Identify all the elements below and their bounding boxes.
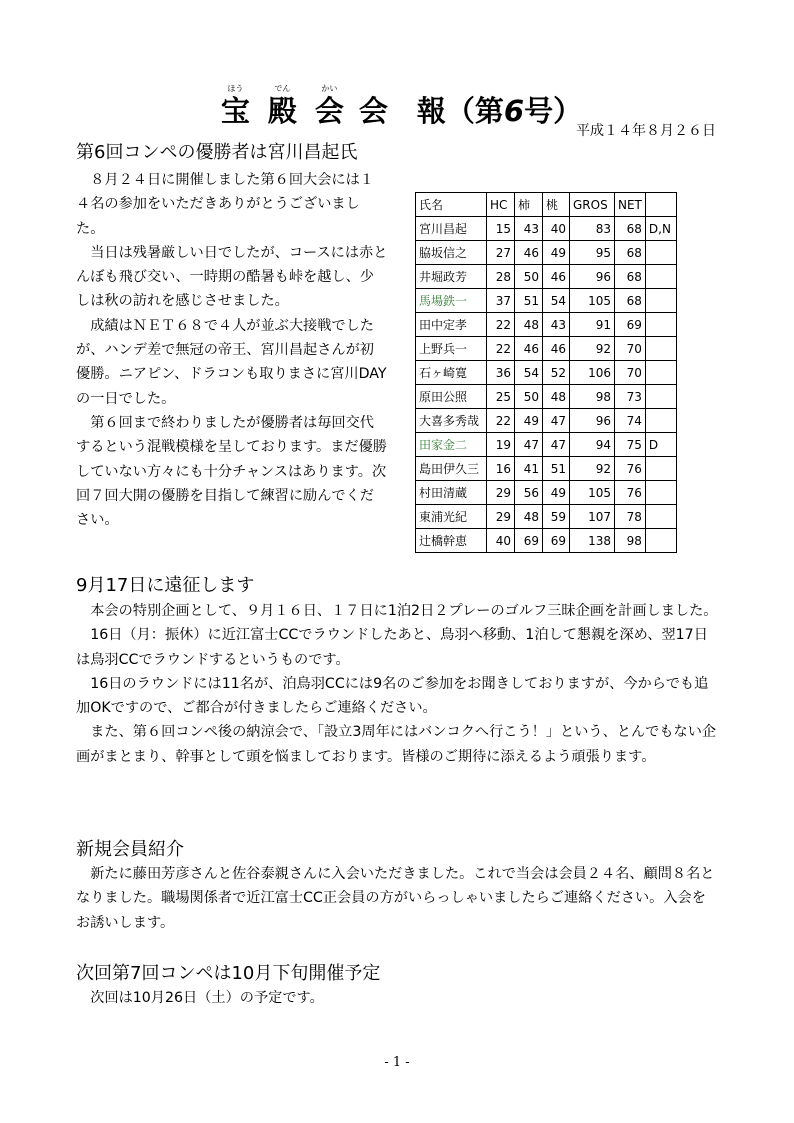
cell-note — [645, 385, 676, 409]
title-rest-b: 号） — [524, 94, 583, 128]
cell-kaki: 41 — [515, 457, 543, 481]
cell-hc: 16 — [487, 457, 515, 481]
title-base: 宝 — [220, 94, 250, 128]
section1-paragraph: 当日は残暑厳しい日でしたが、コースには赤とんぼも飛び交い、一時期の酷暑も峠を越し、少しは秋の訪れを感じさせました。 — [76, 244, 388, 310]
section2-paragraph: また、第６回コンペ後の納涼会で、「設立3周年にはバンコクへ行こう！」という、とんでもない企画がまとまり、幹事として頭を悩ましております。皆様のご期待に添えるよう頑張ります。 — [76, 724, 717, 765]
cell-note — [645, 241, 676, 265]
cell-kaki: 47 — [515, 433, 543, 457]
table-row — [416, 505, 677, 529]
cell-kaki: 48 — [515, 313, 543, 337]
table-row — [416, 265, 677, 289]
cell-hc: 29 — [487, 481, 515, 505]
title-base: 殿 — [267, 94, 297, 128]
cell-note — [645, 409, 676, 433]
cell-note — [645, 265, 676, 289]
issue-date: 平成１４年８月２６日 — [576, 123, 716, 139]
cell-momo: 46 — [543, 337, 570, 361]
table-row — [416, 433, 677, 457]
cell-hc: 40 — [487, 529, 515, 553]
header-net: NET — [615, 193, 646, 217]
cell-net: 68 — [615, 289, 646, 313]
cell-net: 78 — [615, 505, 646, 529]
cell-momo: 52 — [543, 361, 570, 385]
cell-name: 島田伊久三 — [416, 457, 487, 481]
table-row — [416, 457, 677, 481]
cell-hc: 19 — [487, 433, 515, 457]
section1-paragraph: 成績はＮＥＴ６８で４人が並ぶ大接戦でしたが、ハンデ差で無冠の帝王、宮川昌起さんが初優勝。ニアピン、ドラコンも取りまさに宮川DAYの一日でした。 — [76, 317, 387, 407]
title-char — [221, 84, 250, 128]
issue-number: 6 — [503, 94, 525, 128]
cell-momo: 40 — [543, 217, 570, 241]
cell-kaki: 56 — [515, 481, 543, 505]
header-kaki: 柿 — [515, 193, 543, 217]
cell-name: 石ヶ崎寛 — [416, 361, 487, 385]
cell-hc: 22 — [487, 313, 515, 337]
title-ruby: ほう — [227, 84, 244, 93]
cell-note: D — [645, 433, 676, 457]
section3-heading: 新規会員紹介 — [76, 839, 184, 860]
cell-note — [645, 361, 676, 385]
cell-kaki: 48 — [515, 505, 543, 529]
section1-heading: 第6回コンペの優勝者は宮川昌起氏 — [76, 142, 358, 163]
cell-gros: 96 — [570, 409, 615, 433]
cell-name: 村田清蔵 — [416, 481, 487, 505]
cell-net: 68 — [615, 217, 646, 241]
cell-momo: 54 — [543, 289, 570, 313]
cell-name: 田中定孝 — [416, 313, 487, 337]
cell-name: 辻橋幹恵 — [416, 529, 487, 553]
title-ruby: でん — [274, 84, 291, 93]
table-row — [416, 385, 677, 409]
table-row — [416, 337, 677, 361]
cell-kaki: 43 — [515, 217, 543, 241]
cell-momo: 47 — [543, 409, 570, 433]
section4-body — [76, 986, 720, 1010]
cell-hc: 29 — [487, 505, 515, 529]
section2-paragraph: 本会の特別企画として、９月１６日、１７日に1泊2日２プレーのゴルフ三昧企画を計画しました。 — [90, 603, 718, 619]
cell-momo: 59 — [543, 505, 570, 529]
header-gros: GROS — [570, 193, 615, 217]
cell-note — [645, 289, 676, 313]
cell-kaki: 51 — [515, 289, 543, 313]
cell-net: 74 — [615, 409, 646, 433]
table-row — [416, 289, 677, 313]
section2-heading: 9月17日に遠征します — [76, 575, 255, 596]
cell-momo: 49 — [543, 481, 570, 505]
cell-kaki: 50 — [515, 265, 543, 289]
cell-net: 68 — [615, 241, 646, 265]
cell-gros: 105 — [570, 481, 615, 505]
table-header-row — [416, 193, 677, 217]
title-char — [315, 84, 344, 128]
cell-gros: 83 — [570, 217, 615, 241]
table-row — [416, 529, 677, 553]
cell-note — [645, 481, 676, 505]
table-row — [416, 481, 677, 505]
cell-note — [645, 505, 676, 529]
cell-hc: 15 — [487, 217, 515, 241]
table-row — [416, 409, 677, 433]
cell-gros: 96 — [570, 265, 615, 289]
cell-momo: 49 — [543, 241, 570, 265]
cell-hc: 22 — [487, 409, 515, 433]
cell-gros: 105 — [570, 289, 615, 313]
table-row — [416, 313, 677, 337]
cell-net: 76 — [615, 457, 646, 481]
cell-net: 73 — [615, 385, 646, 409]
cell-name: 原田公照 — [416, 385, 487, 409]
cell-gros: 91 — [570, 313, 615, 337]
table-row — [416, 361, 677, 385]
cell-momo: 48 — [543, 385, 570, 409]
cell-net: 76 — [615, 481, 646, 505]
cell-gros: 106 — [570, 361, 615, 385]
cell-name: 田家金二 — [416, 433, 487, 457]
section3-body — [76, 862, 720, 935]
title-ruby: かい — [321, 84, 338, 93]
cell-gros: 92 — [570, 457, 615, 481]
cell-kaki: 69 — [515, 529, 543, 553]
header-hc: HC — [487, 193, 515, 217]
section1-paragraph: 第６回まで終わりましたが優勝者は毎回交代するという混戦模様を呈しております。まだ優勝していない方々にも十分チャンスはあります。次回７回大開の優勝を目指して練習に励んでください。 — [76, 414, 387, 529]
cell-net: 69 — [615, 313, 646, 337]
header-momo: 桃 — [543, 193, 570, 217]
cell-momo: 47 — [543, 433, 570, 457]
cell-gros: 107 — [570, 505, 615, 529]
section2-paragraph: 16日のラウンドには11名が、泊鳥羽CCには9名のご参加をお聞きしておりますが、今からでも追加OKですので、ご都合が付きましたらご連絡ください。 — [76, 675, 709, 717]
cell-net: 75 — [615, 433, 646, 457]
title-rest — [359, 94, 582, 128]
cell-name: 大喜多秀哉 — [416, 409, 487, 433]
cell-note — [645, 313, 676, 337]
cell-momo: 69 — [543, 529, 570, 553]
cell-note — [645, 337, 676, 361]
cell-note — [645, 529, 676, 553]
cell-gros: 95 — [570, 241, 615, 265]
cell-net: 98 — [615, 529, 646, 553]
cell-kaki: 46 — [515, 337, 543, 361]
section1-paragraph: ８月２４日に開催しました第６回大会には１４名の参加をいただきありがとうございました。 — [76, 172, 374, 237]
title-base: 会 — [314, 94, 344, 128]
results-table — [415, 192, 677, 553]
cell-gros: 98 — [570, 385, 615, 409]
cell-net: 70 — [615, 361, 646, 385]
cell-name: 馬場鉄一 — [416, 289, 487, 313]
title-char — [268, 84, 297, 128]
cell-name: 井堀政芳 — [416, 265, 487, 289]
cell-hc: 27 — [487, 241, 515, 265]
cell-kaki: 54 — [515, 361, 543, 385]
cell-name: 宮川昌起 — [416, 217, 487, 241]
cell-name: 脇坂信之 — [416, 241, 487, 265]
cell-momo: 51 — [543, 457, 570, 481]
section2-body — [76, 599, 720, 769]
cell-net: 70 — [615, 337, 646, 361]
cell-hc: 22 — [487, 337, 515, 361]
table-row — [416, 217, 677, 241]
cell-hc: 37 — [487, 289, 515, 313]
cell-kaki: 50 — [515, 385, 543, 409]
cell-note — [645, 457, 676, 481]
cell-gros: 138 — [570, 529, 615, 553]
section4-paragraph: 次回は10月26日（土）の予定です。 — [90, 990, 324, 1006]
cell-kaki: 46 — [515, 241, 543, 265]
section2-paragraph: 16日（月：振休）に近江富士CCでラウンドしたあと、鳥羽へ移動、1泊して懇親を深め、翌17日は鳥羽CCでラウンドするというものです。 — [76, 627, 708, 668]
header-name: 氏名 — [416, 193, 487, 217]
header-note — [645, 193, 676, 217]
section4-heading: 次回第7回コンペは10月下旬開催予定 — [76, 963, 381, 984]
section1-body — [76, 168, 388, 532]
cell-hc: 28 — [487, 265, 515, 289]
cell-gros: 94 — [570, 433, 615, 457]
cell-net: 68 — [615, 265, 646, 289]
cell-momo: 43 — [543, 313, 570, 337]
cell-kaki: 49 — [515, 409, 543, 433]
section3-paragraph: 新たに藤田芳彦さんと佐谷泰親さんに入会いただきました。これで当会は会員２４名、顧問８名となりました。職場関係者で近江富士CC正会員の方がいらっしゃいましたらご連絡ください。入会をお誘いします。 — [76, 866, 715, 931]
title-rest-a: 会 報（第 — [358, 94, 504, 128]
cell-hc: 36 — [487, 361, 515, 385]
cell-note: D,N — [645, 217, 676, 241]
cell-gros: 92 — [570, 337, 615, 361]
cell-hc: 25 — [487, 385, 515, 409]
cell-name: 東浦光紀 — [416, 505, 487, 529]
table-row — [416, 241, 677, 265]
page-number: - 1 - — [384, 1055, 410, 1070]
cell-momo: 46 — [543, 265, 570, 289]
cell-name: 上野兵一 — [416, 337, 487, 361]
